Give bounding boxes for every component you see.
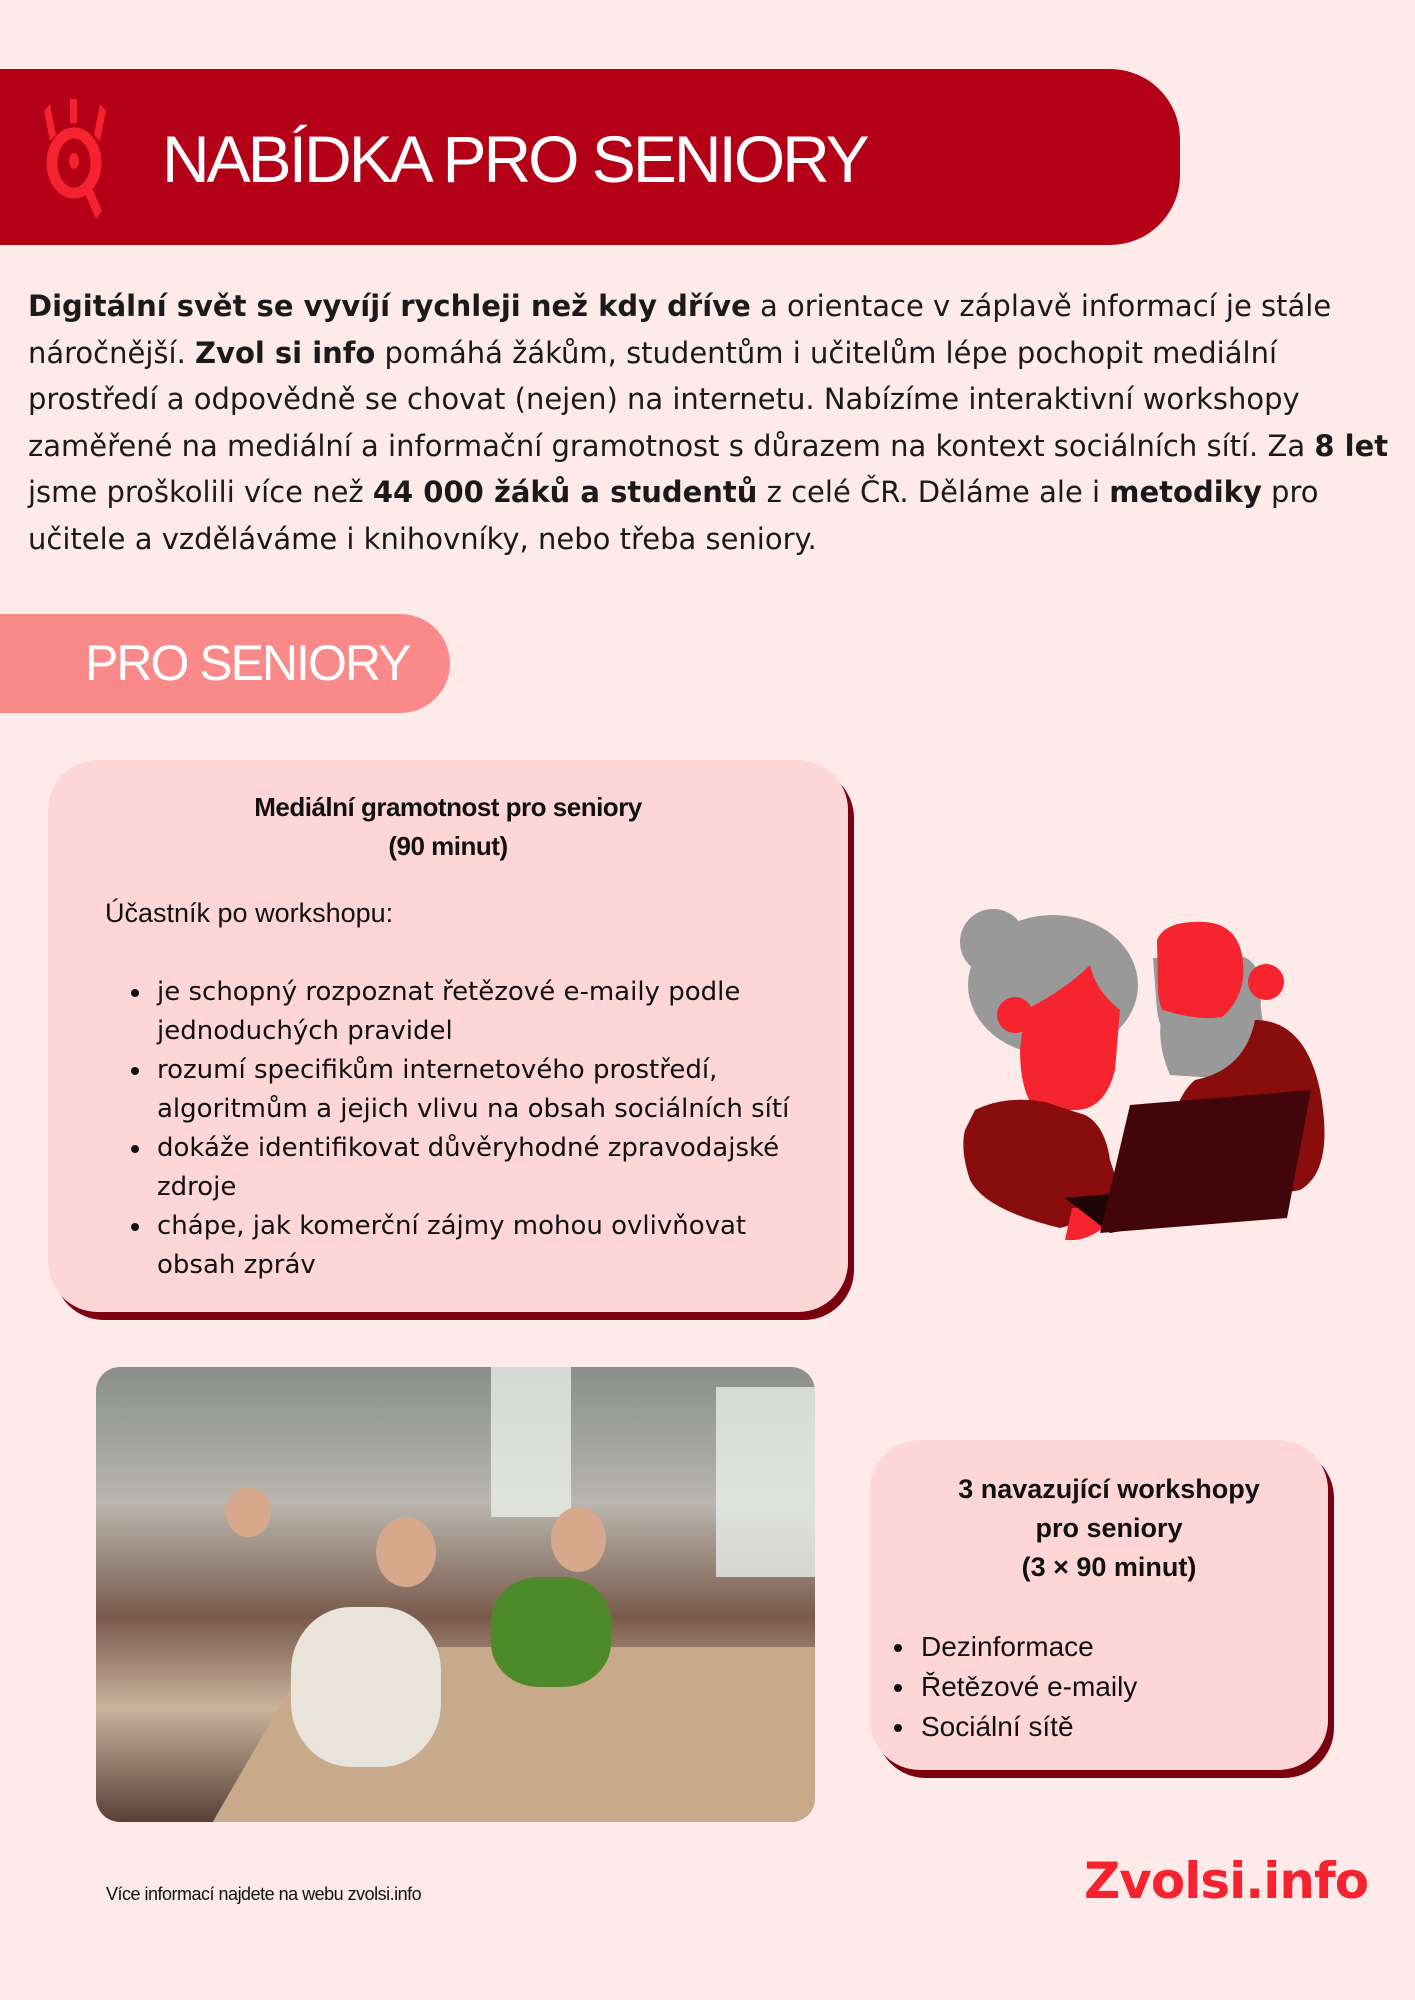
list-item: • Dezinformace	[917, 1627, 1328, 1667]
workshop-photo	[96, 1367, 815, 1822]
card-subtitle: Účastník po workshopu:	[105, 898, 394, 928]
list-item: • Řetězové e-maily	[917, 1667, 1328, 1707]
workshop-card-media-literacy	[48, 760, 848, 1312]
page-title: NABÍDKA PRO SENIORY	[162, 122, 867, 196]
card-title: Mediální gramotnost pro seniory (90 minut)	[254, 792, 642, 861]
seniors-laptop-illustration	[925, 870, 1345, 1240]
zvolsi-logo-icon	[40, 99, 130, 219]
brand-logo: Zvolsi.info	[1084, 1852, 1369, 1910]
header-banner	[0, 69, 1180, 245]
workshop-card-series	[870, 1440, 1328, 1770]
list-item: • rozumí specifikům internetového prostředí, algoritmům a jejich vlivu na obsah sociálních sítí	[153, 1051, 813, 1129]
list-item: • dokáže identifikovat důvěryhodné zpravodajské zdroje	[153, 1129, 813, 1207]
topics-list	[917, 1627, 1328, 1747]
outcomes-list	[153, 973, 813, 1285]
card-title: 3 navazující workshopy pro seniory (3 × 90 minut)	[958, 1474, 1260, 1582]
footer-note: Více informací najdete na webu zvolsi.info	[106, 1884, 422, 1904]
section-label-text: PRO SENIORY	[85, 635, 410, 691]
list-item: • chápe, jak komerční zájmy mohou ovlivňovat obsah zpráv	[153, 1207, 813, 1285]
list-item: • Sociální sítě	[917, 1707, 1328, 1747]
section-label	[0, 614, 450, 713]
intro-paragraph: Digitální svět se vyvíjí rychleji než kdy dříve a orientace v záplavě informací je stále náročnější. Zvol si info pomáhá žákům, studentům i učitelům lépe pochopit mediální prostředí a odpovědně se chovat (nejen) na internetu. Nabízíme interaktivní workshopy zaměřené na mediální a informační gramotnost s důrazem na kontext sociálních sítí. Za 8 let jsme proškolili více než 44 000 žáků a studentů z celé ČR. Děláme ale i metodiky pro učitele a vzděláváme i knihovníky, nebo třeba seniory.	[28, 289, 1389, 556]
list-item: • je schopný rozpoznat řetězové e-maily podle jednoduchých pravidel	[153, 973, 813, 1051]
